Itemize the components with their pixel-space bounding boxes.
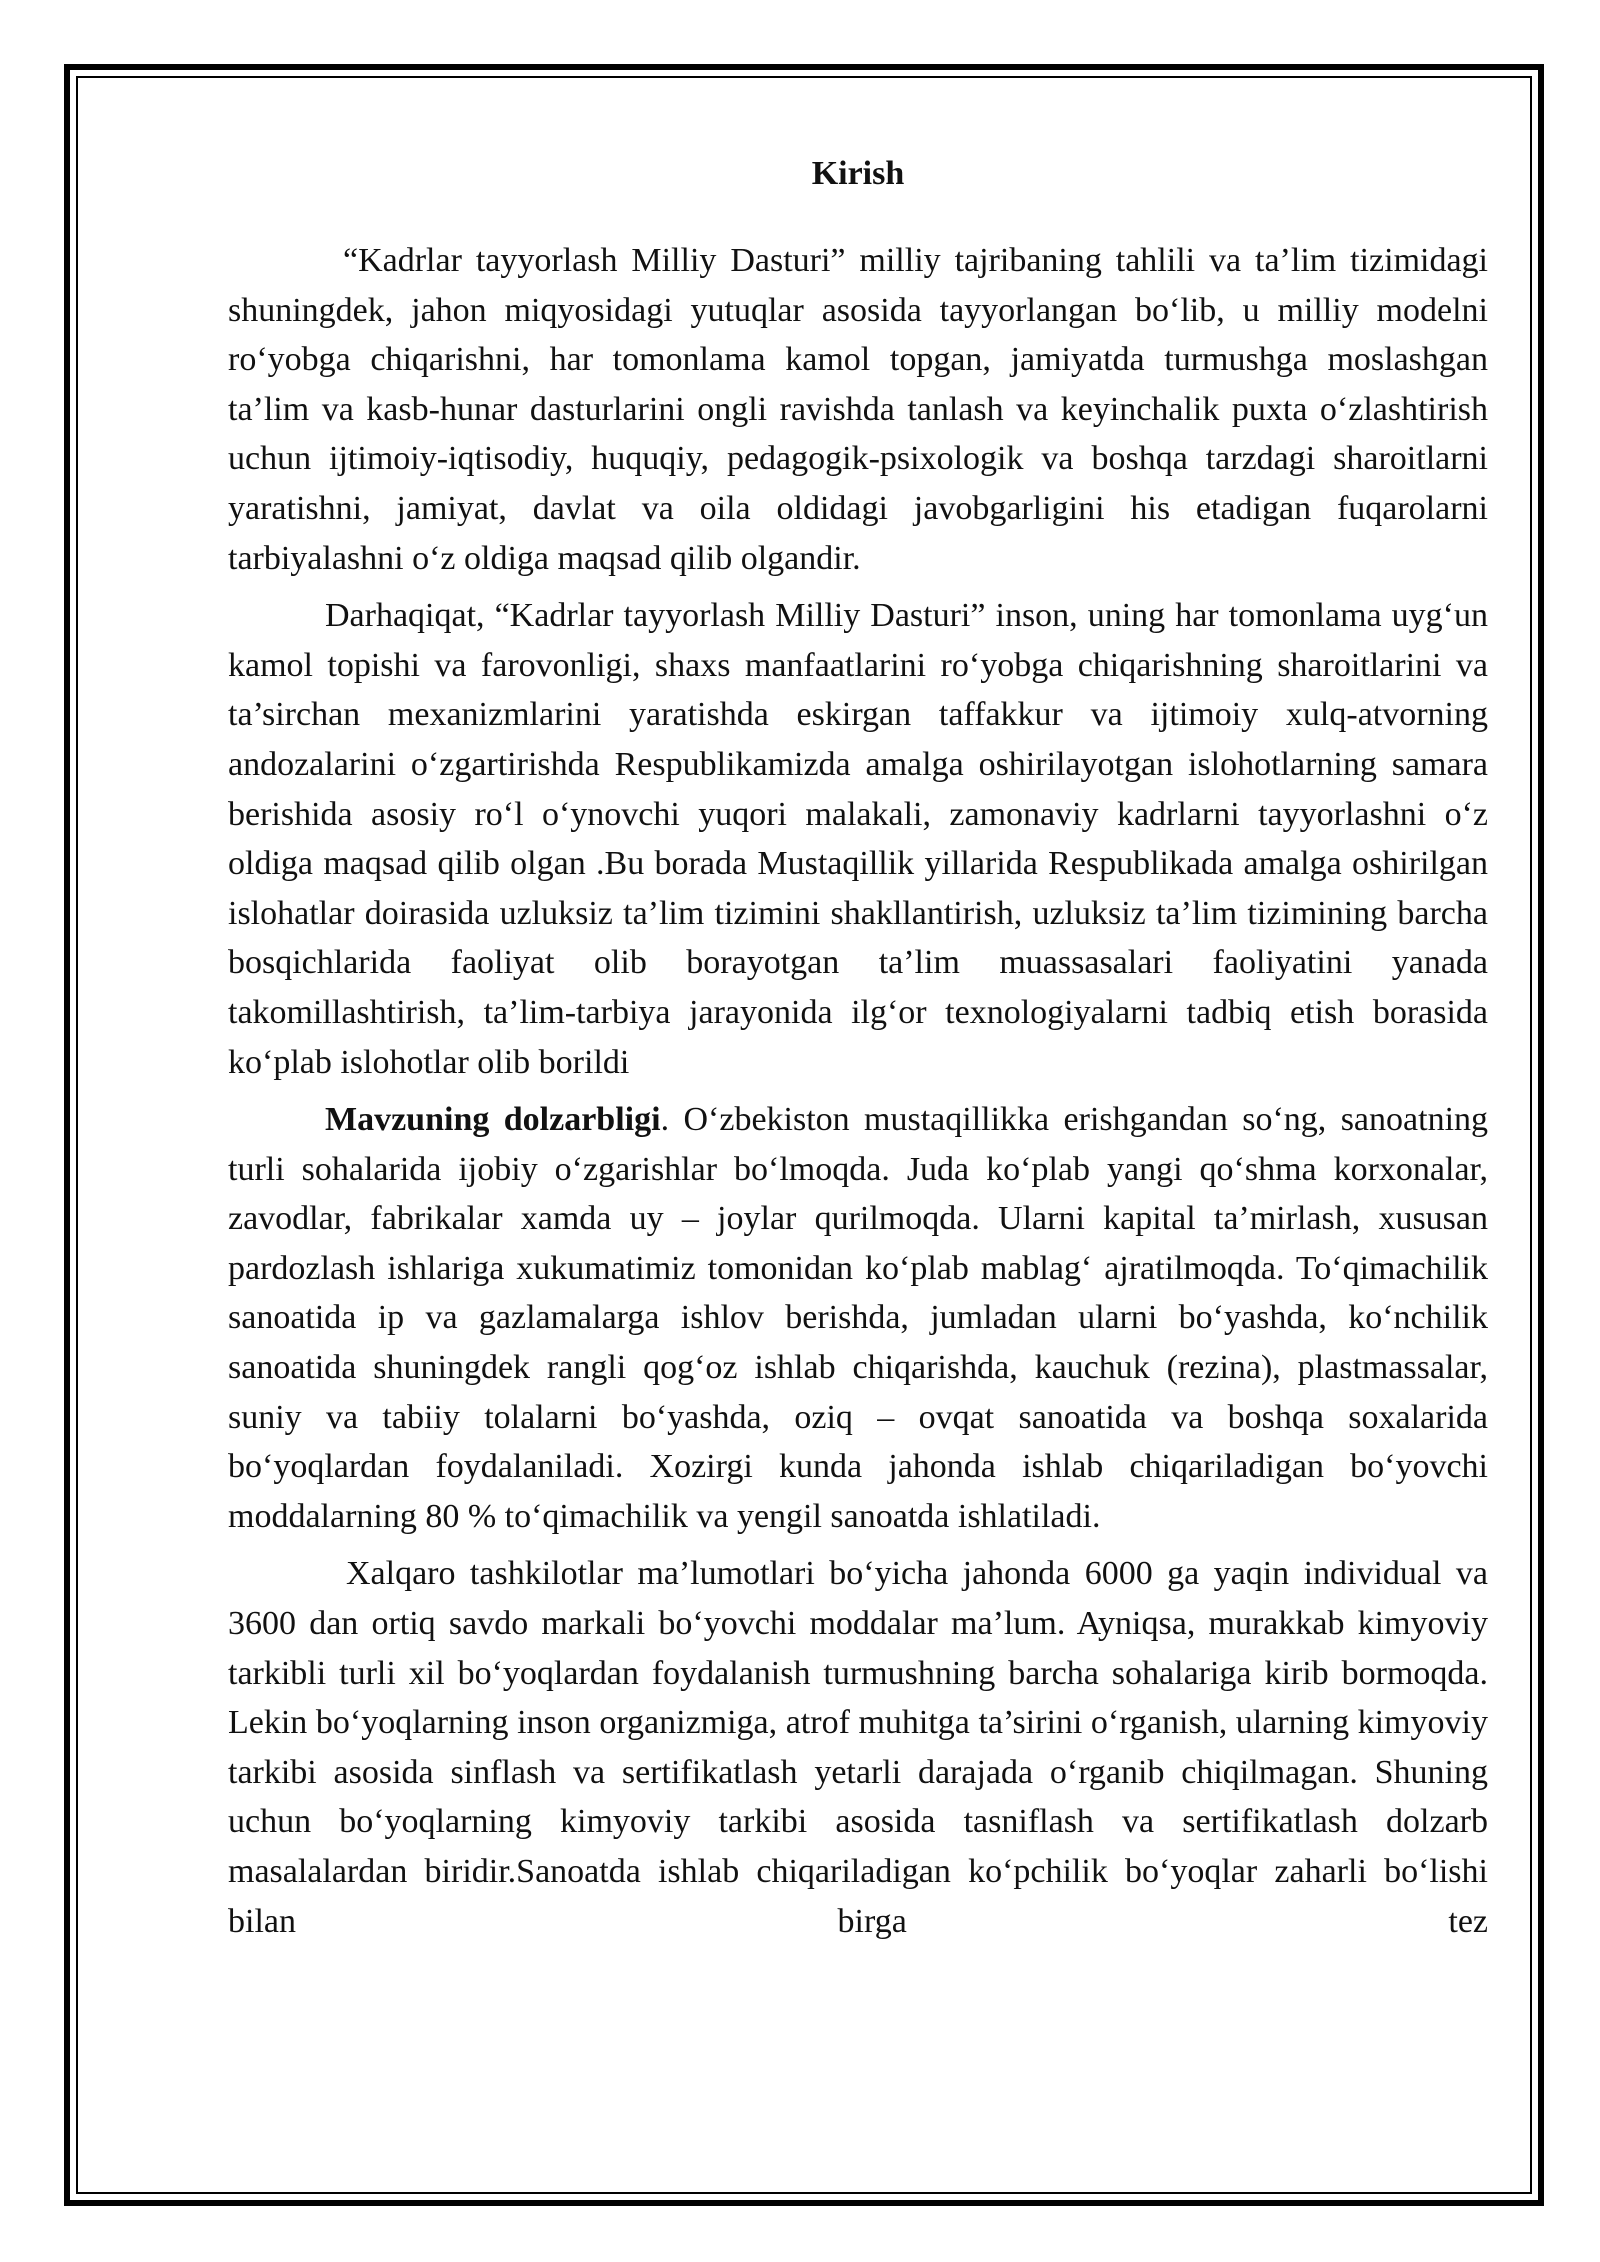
paragraph-1: “Kadrlar tayyorlash Milliy Dasturi” milliy tajribaning tahlili va ta’lim tizimidagi shuningdek, jahon miqyosidagi yutuqlar asosida tayyorlangan bo‘lib, u milliy modelni ro‘yobga chiqarishni, har tomonlama kamol topgan, jamiyatda turmushga moslashgan ta’lim va kasb-hunar dasturlarini ongli ravishda tanlash va keyinchalik puxta o‘zlashtirish uchun ijtimoiy-iqtisodiy, huquqiy, pedagogik-psixologik va boshqa tarzdagi sharoitlarni yaratishni, jamiyat, davlat va oila oldidagi javobgarligini his etadigan fuqarolarni tarbiyalashni o‘z oldiga maqsad qilib olgandir. xyxy=(228,242,1488,577)
document-body xyxy=(228,148,1488,1946)
paragraph-4: Xalqaro tashkilotlar ma’lumotlari bo‘yicha jahonda 6000 ga yaqin individual va 3600 dan ortiq savdo markali bo‘yovchi moddalar ma’lum. Ayniqsa, murakkab kimyoviy tarkibli turli xil bo‘yoqlardan foydalanish turmushning barcha sohalariga kirib bormoqda. Lekin bo‘yoqlarning inson organizmiga, atrof muhitga ta’sirini o‘rganish, ularning kimyoviy tarkibi asosida sinflash va sertifikatlash yetarli darajada o‘rganib chiqilmagan. Shuning uchun bo‘yoqlarning kimyoviy tarkibi asosida tasniflash va sertifikatlash dolzarb masalalardan biridir.Sanoatda ishlab chiqariladigan ko‘pchilik bo‘yoqlar zaharli bo‘lishi bilan birga tez xyxy=(228,1555,1488,1940)
paragraph-3 xyxy=(228,1095,1488,1541)
paragraph-2: Darhaqiqat, “Kadrlar tayyorlash Milliy Dasturi” inson, uning har tomonlama uyg‘un kamol topishi va farovonligi, shaxs manfaatlarini ro‘yobga chiqarishning sharoitlarini va ta’sirchan mexanizmlarini yaratishda eskirgan taffakkur va ijtimoiy xulq-atvorning andozalarini o‘zgartirishda Respublikamizda amalga oshirilayotgan islohotlarning samara berishida asosiy ro‘l o‘ynovchi yuqori malakali, zamonaviy kadrlarni tayyorlashni o‘z oldiga maqsad qilib olgan .Bu borada Mustaqillik yillarida Respublikada amalga oshirilgan islohatlar doirasida uzluksiz ta’lim tizimini shakllantirish, uzluksiz ta’lim tizimining barcha bosqichlarida faoliyat olib borayotgan ta’lim muassasalari faoliyatini yanada takomillashtirish, ta’lim-tarbiya jarayonida ilg‘or texnologiyalarni tadbiq etish borasida ko‘plab islohotlar olib borildi xyxy=(228,597,1488,1081)
document-title: Kirish xyxy=(811,155,905,192)
paragraph-3-heading: Mavzuning dolzarbligi xyxy=(325,1101,661,1139)
paragraph-3-body: . O‘zbekiston mustaqillikka erishgandan so‘ng, sanoatning turli sohalarida ijobiy o‘zgarishlar bo‘lmoqda. Juda ko‘plab yangi qo‘shma korxonalar, zavodlar, fabrikalar xamda uy – joylar qurilmoqda. Ularni kapital ta’mirlash, xususan pardozlash ishlariga xukumatimiz tomonidan ko‘plab mablag‘ ajratilmoqda. To‘qimachilik sanoatida ip va gazlamalarga ishlov berishda, jumladan ularni bo‘yashda, ko‘nchilik sanoatida shuningdek rangli qog‘oz ishlab chiqarishda, kauchuk (rezina), plastmassalar, suniy va tabiiy tolalarni bo‘yashda, oziq – ovqat sanoatida va boshqa soxalarida bo‘yoqlardan foydalaniladi. Xozirgi kunda jahonda ishlab chiqariladigan bo‘yovchi moddalarning 80 % to‘qimachilik va yengil sanoatda ishlatiladi. xyxy=(228,1101,1489,1535)
